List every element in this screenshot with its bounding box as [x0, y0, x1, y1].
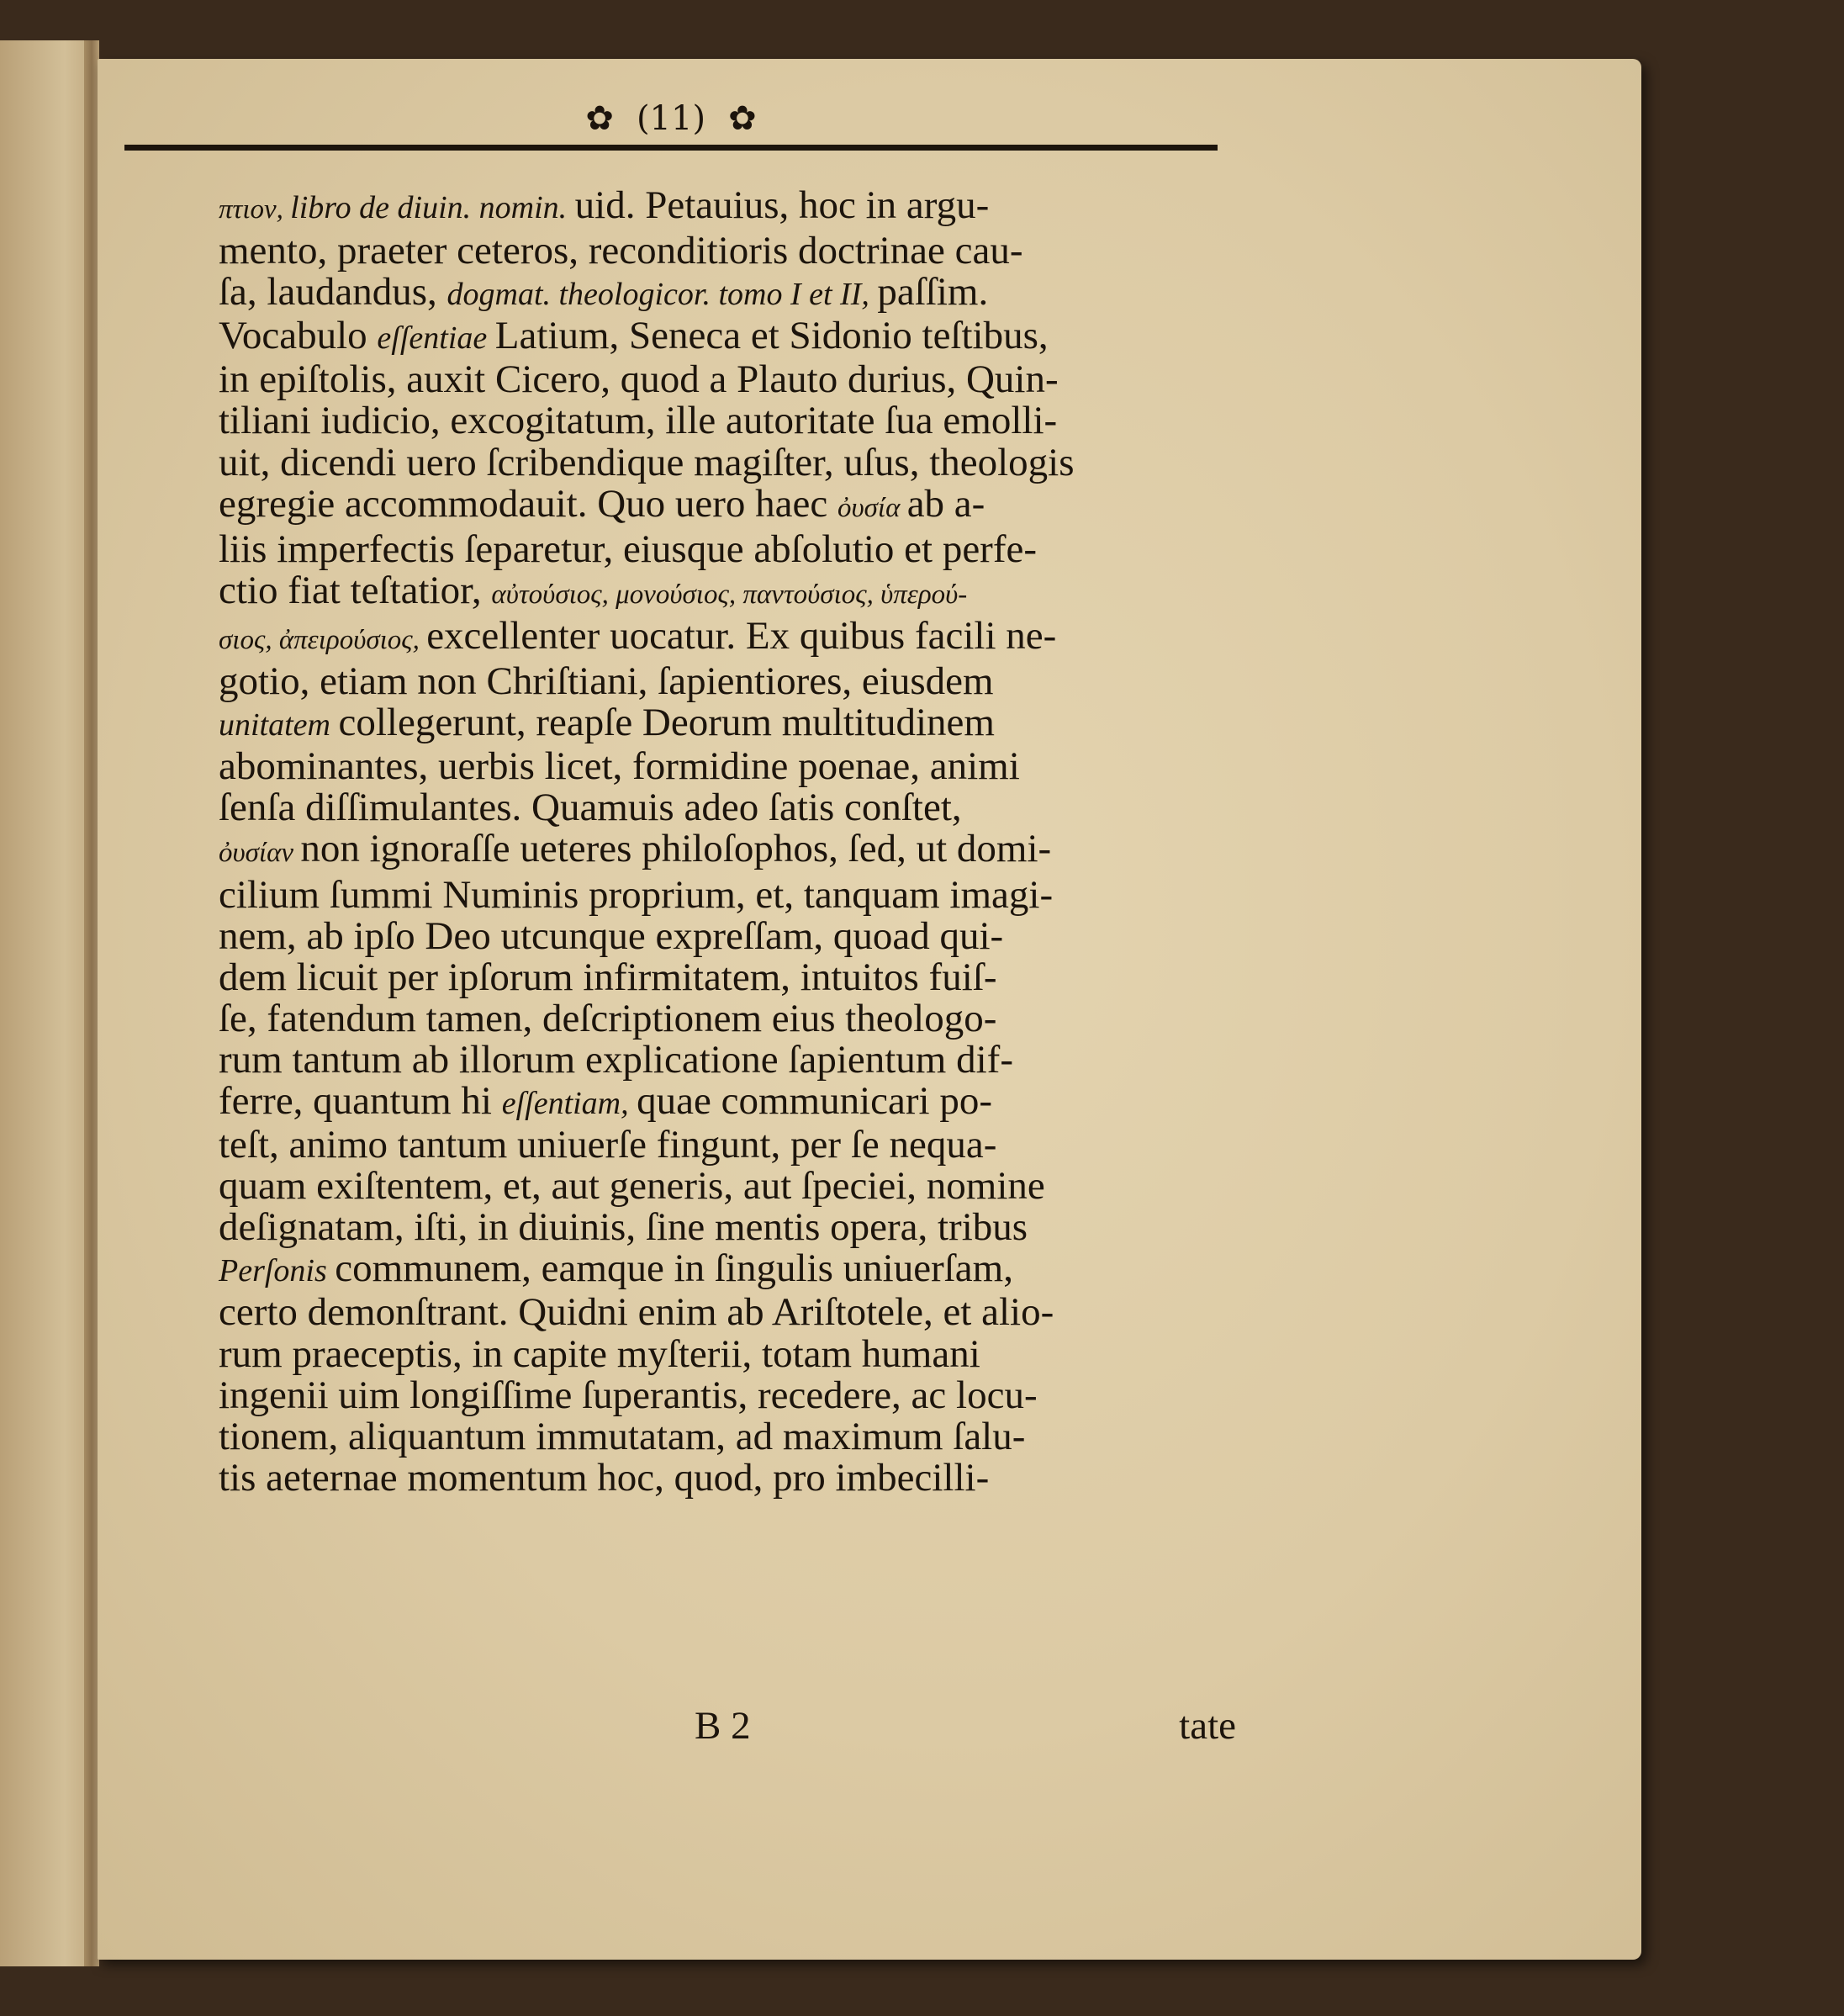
text-line	[219, 230, 1236, 272]
text-segment: uit, dicendi uero ſcribendique magiſter, uſus, theologis	[219, 440, 1075, 484]
text-segment: teſt, animo tantum uniuerſe fingunt, per ſe nequa-	[219, 1123, 997, 1167]
text-line	[219, 359, 1236, 400]
text-line	[219, 315, 1236, 359]
text-segment: tis aeternae momentum hoc, quod, pro imbecilli-	[219, 1455, 990, 1500]
text-segment: eſſentiam,	[501, 1085, 637, 1121]
text-segment: ὀυσία	[837, 492, 907, 523]
flower-ornament-icon: ✿	[585, 99, 614, 138]
text-segment: liis imperfectis ſeparetur, eiusque abſolutio et perfe-	[219, 526, 1038, 571]
text-line	[219, 872, 1236, 917]
text-segment: rum praeceptis, in capite myſterii, totam humani	[219, 1331, 980, 1376]
text-line	[219, 702, 1236, 746]
text-segment: eſſentiae	[377, 320, 495, 357]
text-segment: non ignoraſſe ueteres philoſophos, ſed, ut domi-	[300, 827, 1052, 871]
text-segment: rum tantum ab illorum explicatione ſapientum dif-	[219, 1037, 1013, 1082]
text-segment: uid. Petauius, hoc in argu-	[574, 183, 990, 227]
text-segment: gotio, etiam non Chriſtiani, ſapientiores, eiusdem	[219, 659, 994, 704]
text-line	[219, 828, 1236, 874]
text-line	[219, 526, 1236, 571]
text-line	[219, 998, 1236, 1040]
text-segment: in epiſtolis, auxit Cicero, quod a Plauto durius, Quin-	[219, 357, 1059, 402]
text-segment: ferre, quantum hi	[219, 1078, 502, 1123]
header-rule	[124, 145, 1218, 151]
text-line	[219, 1037, 1236, 1082]
text-segment: cilium ſummi Numinis proprium, et, tanquam imagi-	[219, 872, 1054, 917]
text-line	[219, 481, 1236, 529]
text-segment: ſe, fatendum tamen, deſcriptionem eius theologo-	[219, 996, 997, 1040]
text-segment: Vocabulo	[219, 314, 378, 358]
text-line	[219, 272, 1236, 315]
text-line	[219, 613, 1236, 661]
text-line	[219, 913, 1236, 958]
text-line	[219, 1207, 1236, 1248]
text-segment: Latium, Seneca et Sidonio teſtibus,	[494, 314, 1049, 358]
text-line	[219, 787, 1236, 828]
text-segment: communem, eamque in ſingulis uniuerſam,	[335, 1246, 1013, 1291]
text-segment: nem, ab ipſo Deo utcunque expreſſam, quoad qui-	[219, 913, 1004, 958]
text-segment: ſenſa diſſimulantes. Quamuis adeo ſatis conſtet,	[219, 786, 962, 830]
text-line	[219, 442, 1236, 484]
text-line	[219, 570, 1236, 616]
facing-page-edge	[0, 40, 92, 1966]
text-line	[219, 957, 1236, 998]
text-segment: collegerunt, reapſe Deorum multitudinem	[338, 701, 995, 745]
text-segment: Perſonis	[219, 1253, 336, 1289]
text-segment: libro de diuin. nomin.	[290, 190, 575, 225]
text-segment: excellenter uocatur. Ex quibus facili ne-	[426, 613, 1057, 658]
text-line	[219, 1331, 1236, 1376]
text-segment: πτιον,	[219, 194, 291, 225]
text-line	[219, 1292, 1236, 1333]
text-segment: unitatem	[219, 707, 339, 743]
text-segment: ctio fiat teſtatior,	[219, 568, 492, 612]
signature-mark: B 2	[695, 1704, 751, 1748]
text-segment: ab a-	[906, 481, 985, 526]
text-line	[219, 400, 1236, 442]
text-line	[219, 1375, 1236, 1416]
page-header	[124, 99, 1218, 150]
text-segment: egregie accommodauit. Quo uero haec	[219, 481, 838, 526]
text-segment: ingenii uim longiſſime ſuperantis, recedere, ac locu-	[219, 1373, 1038, 1417]
text-segment: abominantes, uerbis licet, formidine poenae, animi	[219, 744, 1020, 789]
text-segment: mento, praeter ceteros, reconditioris doctrinae cau-	[219, 229, 1023, 273]
text-segment: σιος, ἀπειρούσιος,	[219, 624, 427, 655]
flower-ornament-icon: ✿	[728, 99, 757, 138]
catchword: tate	[1179, 1704, 1236, 1748]
page-number: (11)	[636, 99, 706, 138]
text-segment: αὐτούσιος, μονούσιος, παντούσιος, ὑπερού-	[491, 579, 968, 610]
text-segment: certo demonſtrant. Quidni enim ab Ariſtotele, et alio-	[219, 1290, 1054, 1335]
text-line	[219, 1078, 1236, 1124]
text-segment: dogmat. theologicor. tomo I et II,	[446, 277, 878, 313]
text-segment: ſa, laudandus,	[219, 270, 447, 315]
text-line	[219, 1248, 1236, 1292]
text-segment: quam exiſtentem, et, aut generis, aut ſpeciei, nomine	[219, 1164, 1045, 1209]
text-segment: tiliani iudicio, excogitatum, ille autoritate ſua emolli-	[219, 399, 1058, 443]
text-segment: tionem, aliquantum immutatam, ad maximum ſalu-	[219, 1414, 1026, 1458]
text-line	[219, 746, 1236, 787]
text-line	[219, 1166, 1236, 1207]
text-line	[219, 185, 1236, 230]
text-segment: ὀυσίαν	[219, 838, 301, 869]
text-line	[219, 1455, 1236, 1500]
body-text	[219, 185, 1236, 1499]
text-line	[219, 1416, 1236, 1458]
text-segment: paſſim.	[877, 270, 989, 315]
text-segment: dem licuit per ipſorum infirmitatem, intuitos fuiſ-	[219, 955, 997, 999]
text-line	[219, 1124, 1236, 1166]
text-segment: deſignatam, iſti, in diuinis, ſine mentis opera, tribus	[219, 1205, 1028, 1250]
text-line	[219, 661, 1236, 702]
text-segment: quae communicari po-	[637, 1078, 992, 1123]
